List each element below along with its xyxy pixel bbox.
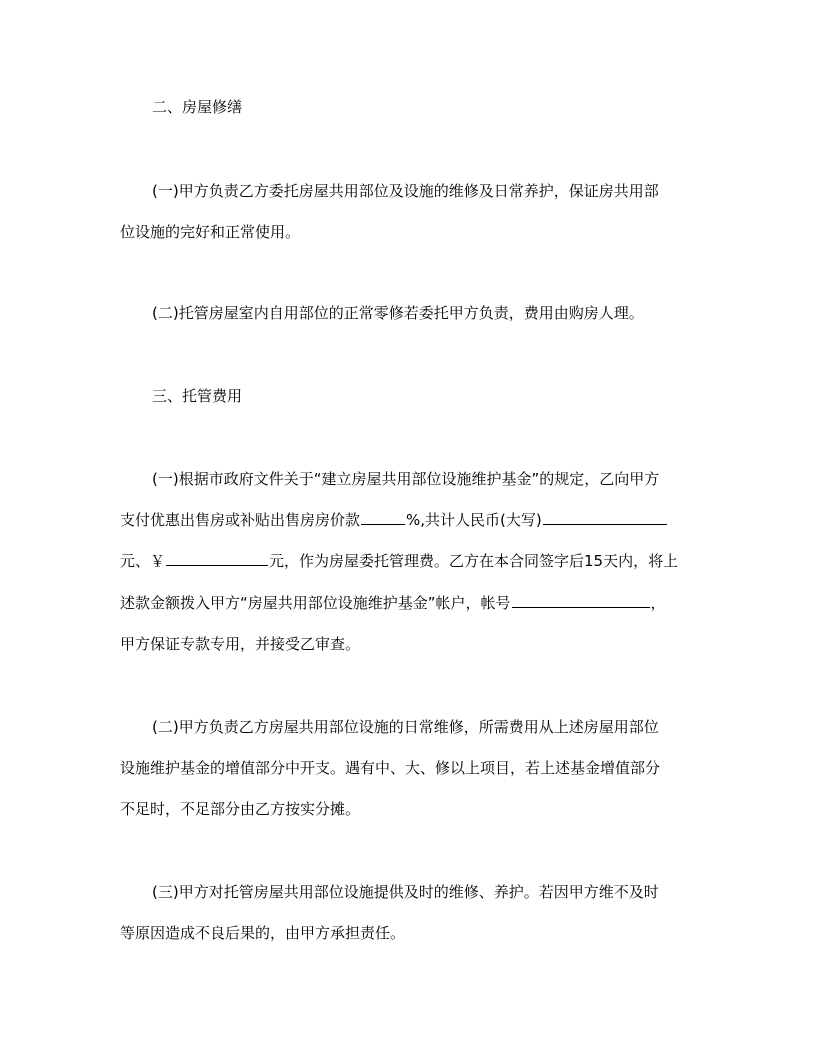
- paragraph-line: 不足时，不足部分由乙方按实分摊。: [120, 800, 361, 818]
- paragraph-line: (一)甲方负责乙方委托房屋共用部位及设施的维修及日常养护，保证房共用部: [152, 182, 659, 200]
- paragraph-line: (三)甲方对托管房屋共用部位设施提供及时的维修、养护。若因甲方维不及时: [152, 883, 659, 901]
- paragraph-line: 等原因造成不良后果的，由甲方承担责任。: [120, 924, 406, 942]
- paragraph-line: [120, 592, 700, 614]
- paragraph-line: [120, 550, 700, 572]
- percent-blank: [361, 509, 405, 525]
- paragraph-line: (二)托管房屋室内自用部位的正常零修若委托甲方负责，费用由购房人理。: [152, 304, 644, 322]
- section-heading-house-repair: 二、房屋修缮: [152, 98, 243, 116]
- paragraph-line: (二)甲方负责乙方房屋共用部位设施的日常维修，所需费用从上述房屋用部位: [152, 718, 659, 736]
- paragraph-line: 甲方保证专款专用，并接受乙审查。: [120, 635, 361, 653]
- text-segment: 元、￥: [120, 552, 166, 570]
- amount-uppercase-blank: [543, 509, 667, 525]
- text-segment: 元，作为房屋委托管理费。乙方在本合同签字后15天内，将上: [269, 552, 679, 570]
- section-heading-custody-fee: 三、托管费用: [152, 387, 243, 405]
- text-segment: 支付优惠出售房或补贴出售房房价款: [120, 511, 361, 529]
- paragraph-line: 设施维护基金的增值部分中开支。遇有中、大、修以上项目，若上述基金增值部分: [120, 759, 661, 777]
- text-segment: %,共计人民币(大写): [406, 511, 542, 529]
- text-segment: 述款金额拨入甲方“房屋共用部位设施维护基金”帐户，帐号: [120, 594, 511, 612]
- amount-numeric-blank: [166, 550, 268, 566]
- account-number-blank: [512, 592, 650, 608]
- paragraph-line: 位设施的完好和正常使用。: [120, 223, 301, 241]
- paragraph-line: [120, 509, 700, 531]
- paragraph-line: (一)根据市政府文件关于“建立房屋共用部位设施维护基金”的规定，乙向甲方: [152, 470, 660, 488]
- text-segment: ，: [650, 594, 666, 612]
